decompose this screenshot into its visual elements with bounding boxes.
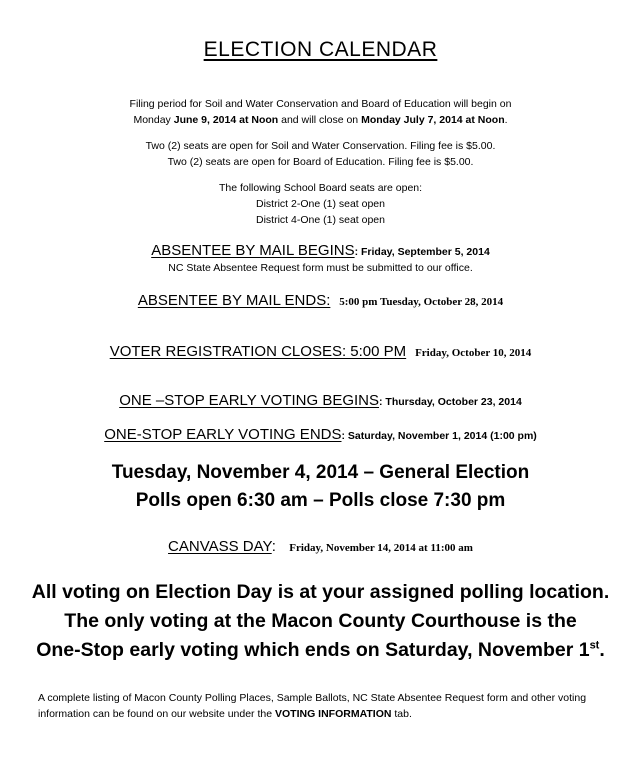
onestop-begins-heading: ONE –STOP EARLY VOTING BEGINS [119,392,380,409]
voting-information-tab-name: VOTING INFORMATION [275,708,392,720]
district-4-seat: District 4-One (1) seat open [256,214,385,226]
absentee-ends-heading: ABSENTEE BY MAIL ENDS: [137,292,331,309]
ordinal-suffix: st [589,639,600,652]
school-board-seats [0,180,641,228]
filing-period [0,96,641,128]
general-election [0,459,641,515]
school-board-intro: The following School Board seats are open: [218,182,423,194]
filing-start-date: June 9, 2014 at Noon [173,114,279,126]
filing-text: Monday [133,114,174,126]
canvass-heading: CANVASS DAY [168,538,272,555]
onestop-begins-date: : Thursday, October 23, 2014 [379,396,522,408]
absentee-note: NC State Absentee Request form must be submitted to our office. [168,262,473,274]
onestop-ends-heading: ONE-STOP EARLY VOTING ENDS [104,426,342,443]
absentee-ends-row [0,292,641,310]
absentee-begins-date: : Friday, September 5, 2014 [354,246,490,258]
footer-text: tab. [391,708,412,720]
page-title: ELECTION CALENDAR [203,38,438,61]
seats-board-education: Two (2) seats are open for Board of Education. Filing fee is $5.00. [167,156,474,168]
absentee-ends-date: 5:00 pm Tuesday, October 28, 2014 [339,296,504,308]
absentee-begins-row [0,242,641,260]
registration-heading: VOTER REGISTRATION CLOSES: 5:00 PM [109,343,407,360]
canvass-row [0,538,641,556]
notice-line-1: All voting on Election Day is at your assigned polling location. [31,581,610,603]
filing-text: and will close on [278,114,362,126]
filing-line-2 [0,112,641,128]
open-seats [0,138,641,170]
notice-text: One-Stop early voting which ends on Saturday, November 1 [36,639,590,661]
notice-line-3 [0,636,641,665]
notice-text: . [599,639,605,661]
general-election-date: Tuesday, November 4, 2014 – General Election [111,462,530,483]
district-2-seat: District 2-One (1) seat open [256,198,385,210]
onestop-ends-date: : Saturday, November 1, 2014 (1:00 pm) [341,430,537,442]
onestop-begins-row [0,392,641,410]
notice-line-2: The only voting at the Macon County Courthouse is the [64,610,577,632]
onestop-ends-row [0,426,641,444]
filing-text: . [504,114,508,126]
absentee-begins-heading: ABSENTEE BY MAIL BEGINS [151,242,355,259]
canvass-date: Friday, November 14, 2014 at 11:00 am [289,542,473,554]
footer-text: A complete listing of Macon County Polling Places, Sample Ballots, NC State Absentee Request form and other voting information can be found on our website under the [38,692,587,720]
website-info-footer [38,690,608,722]
seats-soil-water: Two (2) seats are open for Soil and Water Conservation. Filing fee is $5.00. [145,140,496,152]
filing-end-date: Monday July 7, 2014 at Noon [361,114,505,126]
registration-row [0,343,641,361]
canvass-colon: : [271,538,276,555]
filing-line-1: Filing period for Soil and Water Conservation and Board of Education will begin on [129,98,512,110]
voting-location-notice [0,578,641,665]
polls-hours: Polls open 6:30 am – Polls close 7:30 pm [135,490,506,511]
registration-date: Friday, October 10, 2014 [415,347,532,359]
